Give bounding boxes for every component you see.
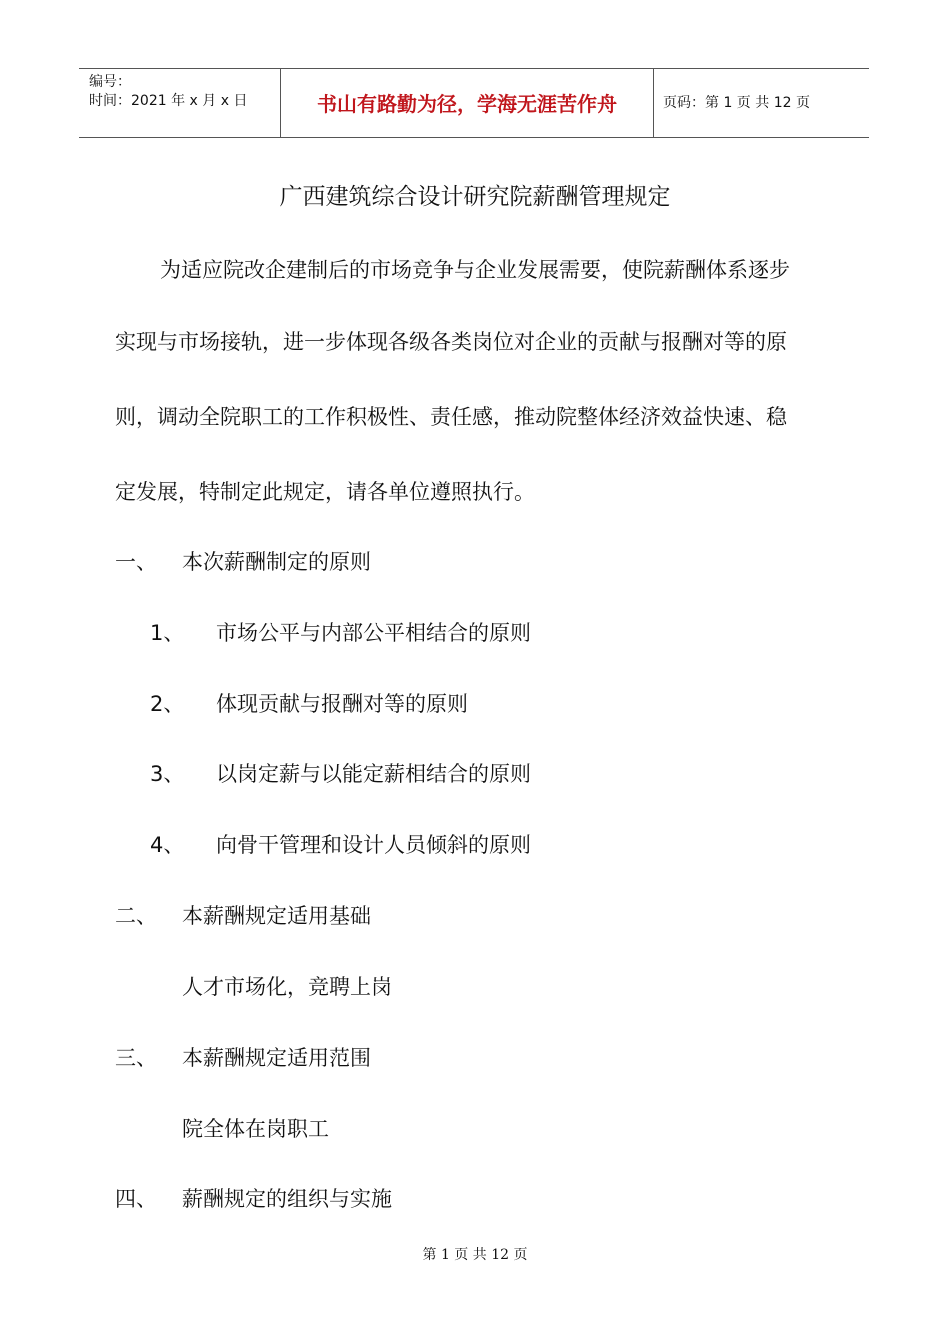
section-1-heading: 本次薪酬制定的原则 <box>182 550 371 574</box>
date-label: 时间：2021 年 x 月 x 日 <box>89 93 248 109</box>
intro-line-4: 定发展，特制定此规定，请各单位遵照执行。 <box>115 480 535 504</box>
intro-line-3: 则，调动全院职工的工作积极性、责任感，推动院整体经济效益快速、稳 <box>115 405 787 429</box>
header-page-cell <box>653 69 869 137</box>
page-info: 页码：第 1 页 共 12 页 <box>663 95 810 111</box>
motto: 书山有路勤为径，学海无涯苦作舟 <box>317 92 617 116</box>
intro-line-2: 实现与市场接轨，进一步体现各级各类岗位对企业的贡献与报酬对等的原 <box>115 330 787 354</box>
section-1-number: 一、 <box>115 550 157 574</box>
section-4-heading: 薪酬规定的组织与实施 <box>182 1187 392 1211</box>
header-motto-cell <box>280 69 654 137</box>
item-2-text: 体现贡献与报酬对等的原则 <box>216 692 468 716</box>
section-2-body: 人才市场化，竞聘上岗 <box>182 975 392 999</box>
item-2-number: 2、 <box>150 692 185 716</box>
section-3-number: 三、 <box>115 1046 157 1070</box>
section-3-heading: 本薪酬规定适用范围 <box>182 1046 371 1070</box>
header-left-cell <box>79 69 280 137</box>
header-table <box>79 68 869 138</box>
item-1-number: 1、 <box>150 621 185 645</box>
item-3-number: 3、 <box>150 762 185 786</box>
item-1-text: 市场公平与内部公平相结合的原则 <box>216 621 531 645</box>
serial-label: 编号： <box>89 74 131 90</box>
document-title: 广西建筑综合设计研究院薪酬管理规定 <box>279 184 671 210</box>
item-4-number: 4、 <box>150 833 185 857</box>
section-3-body: 院全体在岗职工 <box>182 1117 329 1141</box>
section-2-number: 二、 <box>115 904 157 928</box>
page-footer: 第 1 页 共 12 页 <box>422 1247 528 1263</box>
section-2-heading: 本薪酬规定适用基础 <box>182 904 371 928</box>
intro-line-1: 为适应院改企建制后的市场竞争与企业发展需要，使院薪酬体系逐步 <box>160 258 790 282</box>
item-3-text: 以岗定薪与以能定薪相结合的原则 <box>216 762 531 786</box>
section-4-number: 四、 <box>115 1187 157 1211</box>
item-4-text: 向骨干管理和设计人员倾斜的原则 <box>216 833 531 857</box>
